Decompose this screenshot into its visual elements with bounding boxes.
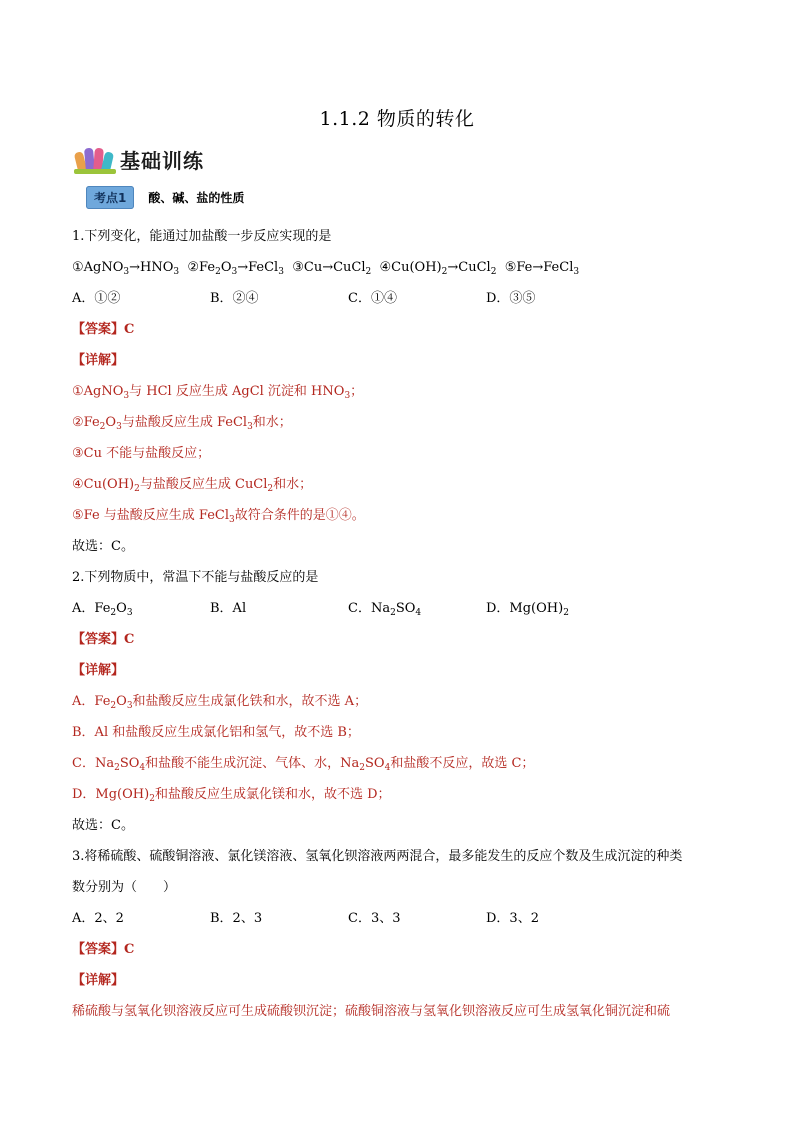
page-title: 1.1.2 物质的转化 [319, 108, 475, 130]
q2-stem: 2.下列物质中，常温下不能与盐酸反应的是 [72, 570, 319, 585]
q1-answer: 【答案】C [72, 322, 135, 337]
q3-detail-label: 【详解】 [72, 973, 125, 988]
q3-options [72, 910, 624, 928]
q2-explain-a: A．$Fe_2O_3$和盐酸反应生成氯化铁和水，故不选 A； [72, 694, 368, 711]
q1-explain-4: $④Cu(OH)_2$与盐酸反应生成 CuCl$_2$和水； [72, 477, 313, 494]
q1-explain-5: ⑤Fe 与盐酸反应生成 FeCl$_3$故符合条件的是①④。 [72, 508, 365, 525]
topic-header [86, 186, 244, 209]
q2-option-b: B．Al [210, 601, 247, 616]
topic-text: 酸、碱、盐的性质 [148, 191, 245, 205]
section-banner [74, 143, 204, 175]
q2-detail-label: 【详解】 [72, 663, 125, 678]
q1-option-d: D．③⑤ [486, 291, 536, 306]
q1-option-a: A．①② [72, 291, 121, 306]
q3-option-b: B．2、3 [210, 911, 263, 926]
q1-explain-2: $②Fe_2O_3$与盐酸反应生成 FeCl$_3$和水； [72, 415, 292, 432]
q2-option-a: A．$Fe_2O_3$ [72, 601, 133, 618]
q2-option-d: D．$Mg(OH)_2$ [486, 601, 569, 618]
q1-stem: 1.下列变化，能通过加盐酸一步反应实现的是 [72, 229, 332, 244]
q2-explain-d: D．$Mg(OH)_2$和盐酸反应生成氯化镁和水，故不选 D； [72, 787, 391, 804]
q1-items: $①AgNO_3\to HNO_3$ $②Fe_2O_3\to FeCl_3$ ③Cu→CuCl$_2$ $④Cu(OH)_2\to CuCl_2$ ⑤Fe→FeCl$_3$ [72, 260, 580, 277]
q3-explain: 稀硫酸与氢氧化钡溶液反应可生成硫酸钡沉淀；硫酸铜溶液与氢氧化钡溶液反应可生成氢氧化铜沉淀和硫 [72, 1004, 671, 1019]
q2-options [72, 600, 624, 618]
q3-answer: 【答案】C [72, 942, 135, 957]
q2-answer: 【答案】C [72, 632, 135, 647]
q1-option-c: C．①④ [348, 291, 397, 306]
pencils-icon [74, 144, 116, 174]
q1-detail-label: 【详解】 [72, 353, 125, 368]
q3-option-c: C．3、3 [348, 911, 401, 926]
q1-option-b: B．②④ [210, 291, 259, 306]
q3-stem-line1: 3.将稀硫酸、硫酸铜溶液、氯化镁溶液、氢氧化钡溶液两两混合，最多能发生的反应个数及生成沉淀的种类 [72, 849, 683, 864]
q2-explain-c: C．$Na_2SO_4$和盐酸不能生成沉淀、气体、水，$Na_2SO_4$和盐酸不反应，故选 C； [72, 756, 535, 773]
q3-stem-line2: 数分别为（ ） [72, 880, 177, 895]
q1-options [72, 290, 624, 308]
q2-option-c: C．$Na_2SO_4$ [348, 601, 422, 618]
topic-badge: 考点1 [86, 186, 134, 209]
q1-conclusion: 故选：C。 [72, 539, 134, 554]
q2-explain-b: B．Al 和盐酸反应生成氯化铝和氢气，故不选 B； [72, 725, 360, 740]
q3-option-d: D．3、2 [486, 911, 539, 926]
q1-explain-3: ③Cu 不能与盐酸反应； [72, 446, 211, 461]
q1-explain-1: ①AgNO$_3$与 HCl 反应生成 AgCl 沉淀和 $HNO_3$； [72, 384, 364, 401]
q2-conclusion: 故选：C。 [72, 818, 134, 833]
section-title: 基础训练 [120, 148, 204, 173]
q3-option-a: A．2、2 [72, 911, 124, 926]
